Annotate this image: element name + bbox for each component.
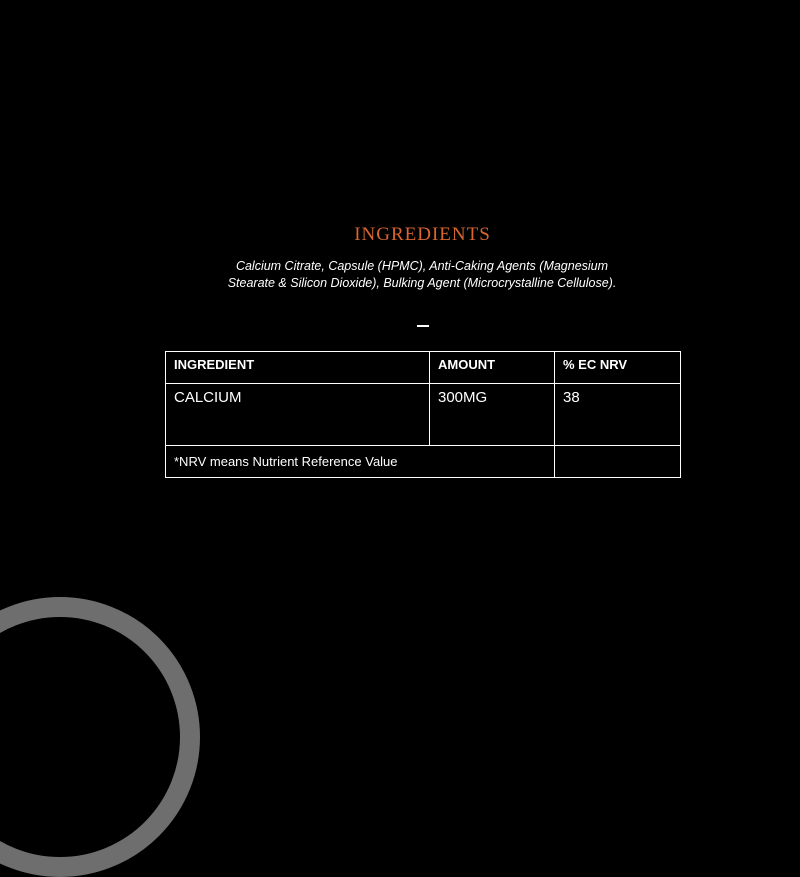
cell-amount: 300MG — [430, 384, 555, 446]
cell-nrv: 38 — [555, 384, 681, 446]
empty-cell — [555, 446, 681, 478]
table-footnote-row — [166, 446, 681, 478]
section-heading: INGREDIENTS — [354, 224, 491, 245]
table-header-row — [166, 352, 681, 384]
cell-ingredient: CALCIUM — [166, 384, 430, 446]
decorative-ring — [0, 597, 200, 877]
nrv-footnote: *NRV means Nutrient Reference Value — [166, 446, 555, 478]
header-amount: AMOUNT — [430, 352, 555, 384]
nutrition-table — [165, 351, 681, 478]
ingredients-description: Calcium Citrate, Capsule (HPMC), Anti-Caking Agents (Magnesium Stearate & Silicon Dioxide), Bulking Agent (Microcrystalline Cellulose). — [227, 259, 617, 290]
header-ingredient: INGREDIENT — [166, 352, 430, 384]
header-nrv: % EC NRV — [555, 352, 681, 384]
divider-dash — [417, 325, 429, 327]
table-row — [166, 384, 681, 446]
